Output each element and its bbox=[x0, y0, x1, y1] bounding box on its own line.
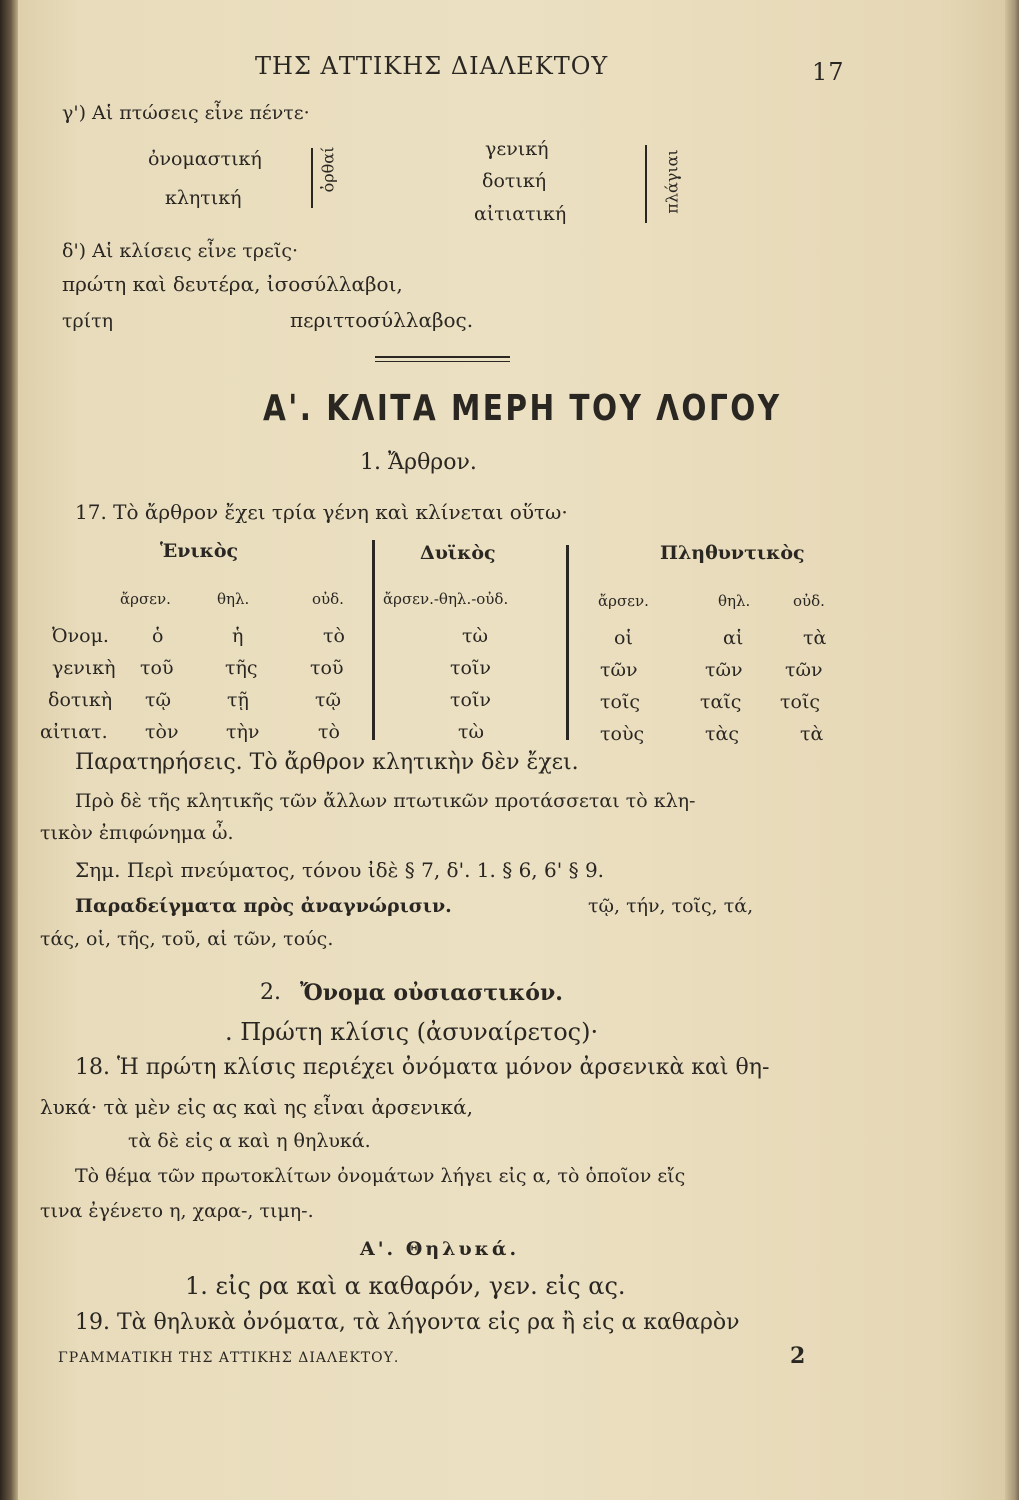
declensions-line2a: τρίτη bbox=[62, 310, 114, 332]
cell: τὰ bbox=[800, 723, 824, 745]
examples-heading: Παραδείγματα πρὸς ἀναγνώρισιν. bbox=[75, 895, 452, 917]
cell: τὼ bbox=[462, 625, 489, 647]
running-title: ΤΗΣ ΑΤΤΙΚΗΣ ΔΙΑΛΕΚΤΟΥ bbox=[255, 52, 609, 80]
remarks-line3: τικὸν ἐπιφώνημα ὦ. bbox=[40, 822, 234, 844]
case-nominative: ὀνομαστική bbox=[148, 148, 262, 170]
declensions-intro: δ') Αἱ κλίσεις εἶνε τρεῖς· bbox=[62, 240, 299, 262]
examples-line1: τῷ, τήν, τοῖς, τά, bbox=[588, 895, 754, 917]
group-plural: Πληθυντικὸς bbox=[660, 542, 805, 564]
cell: τῶν bbox=[785, 659, 823, 681]
case-accusative: αἰτιατική bbox=[474, 203, 567, 225]
cell: ταῖς bbox=[700, 691, 742, 713]
row-case: γενικὴ bbox=[52, 657, 116, 679]
remarks-line1: Παρατηρήσεις. Τὸ ἄρθρον κλητικὴν δὲν ἔχει. bbox=[75, 750, 579, 775]
cell: τοῖν bbox=[450, 689, 491, 711]
cases-intro: γ') Αἱ πτώσεις εἶνε πέντε· bbox=[62, 102, 310, 124]
cell: τὸ bbox=[323, 625, 345, 647]
group-dual: Δυϊκὸς bbox=[420, 542, 496, 564]
section-title: Α'. ΚΛΙΤΑ ΜΕΡΗ ΤΟΥ ΛΟΓΟΥ bbox=[263, 388, 782, 429]
table-divider-1 bbox=[372, 540, 375, 740]
first-declension-heading: . Πρώτη κλίσις (ἀσυναίρετος)· bbox=[225, 1018, 599, 1046]
declensions-line2b: περιττοσύλλαβος. bbox=[290, 308, 474, 332]
subhead-plur-masc: ἄρσεν. bbox=[598, 592, 649, 610]
para-18-line2: λυκά· τὰ μὲν εἰς ας καὶ ης εἶναι ἀρσενικά, bbox=[40, 1095, 474, 1119]
cell: τῆς bbox=[225, 657, 258, 679]
cell: τὼ bbox=[458, 721, 485, 743]
cell: ἡ bbox=[232, 625, 244, 647]
divider-bottom bbox=[375, 361, 510, 362]
cell: τῇ bbox=[227, 689, 249, 711]
cell: τὸ bbox=[318, 721, 340, 743]
subsection-article: 1. Ἄρθρον. bbox=[360, 450, 477, 475]
cell: τῷ bbox=[315, 689, 342, 711]
cell: τοῖν bbox=[450, 657, 491, 679]
declensions-line1: πρώτη καὶ δευτέρα, ἰσοσύλλαβοι, bbox=[62, 272, 403, 296]
para-18-line5: τινα ἐγένετο η, χαρα-, τιμη-. bbox=[40, 1200, 314, 1222]
cell: τὰ bbox=[803, 627, 827, 649]
brace-left bbox=[311, 148, 313, 208]
case-dative: δοτική bbox=[482, 170, 547, 192]
cell: τὴν bbox=[226, 721, 260, 743]
subsection-noun-title: Ὄνομα οὐσιαστικόν. bbox=[300, 980, 563, 1006]
cell: τοῖς bbox=[600, 691, 641, 713]
subsection-noun-number: 2. bbox=[260, 980, 281, 1005]
subhead-plur-fem: θηλ. bbox=[718, 592, 751, 610]
cell: τοῦ bbox=[140, 657, 174, 679]
rule-ra-alpha: 1. εἰς ρα καὶ α καθαρόν, γεν. εἰς ας. bbox=[185, 1272, 626, 1300]
cell: τοὺς bbox=[600, 723, 645, 745]
label-plagiai: πλάγιαι bbox=[662, 149, 682, 214]
remarks-line2: Πρὸ δὲ τῆς κλητικῆς τῶν ἄλλων πτωτικῶν προτάσσεται τὸ κλη- bbox=[75, 790, 696, 812]
cell: τῷ bbox=[145, 689, 172, 711]
subhead-plur-neut: οὐδ. bbox=[793, 592, 825, 610]
divider-top bbox=[375, 356, 510, 358]
subhead-dual: ἄρσεν.-θηλ.-οὐδ. bbox=[383, 590, 509, 608]
subhead-sing-masc: ἄρσεν. bbox=[120, 590, 171, 608]
cell: τῶν bbox=[600, 659, 638, 681]
cell: αἱ bbox=[723, 627, 744, 649]
table-divider-2 bbox=[566, 545, 569, 740]
case-vocative: κλητική bbox=[165, 187, 242, 209]
remarks-note: Σημ. Περὶ πνεύματος, τόνου ἰδὲ § 7, δ'. 1. § 6, 6' § 9. bbox=[75, 858, 605, 882]
examples-line2: τάς, οἱ, τῆς, τοῦ, αἱ τῶν, τούς. bbox=[40, 928, 334, 950]
subhead-sing-neut: οὐδ. bbox=[312, 590, 344, 608]
cell: τῶν bbox=[705, 659, 743, 681]
cell: τὰς bbox=[705, 723, 739, 745]
page-edge bbox=[1005, 0, 1019, 1500]
label-orthai: ὀρθαί bbox=[318, 146, 338, 193]
para-17: 17. Τὸ ἄρθρον ἔχει τρία γένη καὶ κλίνεται οὕτω· bbox=[75, 500, 568, 524]
binding-shadow bbox=[0, 0, 18, 1500]
cell: τὸν bbox=[145, 721, 179, 743]
footer-signature-mark: 2 bbox=[790, 1343, 806, 1369]
row-case: δοτικὴ bbox=[48, 689, 113, 711]
cell: τοῦ bbox=[310, 657, 344, 679]
cell: ὁ bbox=[152, 625, 164, 647]
brace-right bbox=[645, 145, 647, 223]
para-18-line3: τὰ δὲ εἰς α καὶ η θηλυκά. bbox=[128, 1130, 371, 1152]
cell: οἱ bbox=[614, 627, 633, 649]
para-19: 19. Τὰ θηλυκὰ ὀνόματα, τὰ λήγοντα εἰς ρα ἢ εἰς α καθαρὸν bbox=[75, 1310, 740, 1335]
page-number: 17 bbox=[812, 58, 845, 86]
row-case: αἰτιατ. bbox=[40, 721, 108, 743]
footer-signature: ΓΡΑΜΜΑΤΙΚΗ ΤΗΣ ΑΤΤΙΚΗΣ ΔΙΑΛΕΚΤΟΥ. bbox=[58, 1350, 400, 1366]
feminine-heading: Α'. Θηλυκά. bbox=[360, 1238, 520, 1260]
row-case: Ὀνομ. bbox=[52, 625, 109, 647]
case-genitive: γενική bbox=[485, 138, 549, 160]
subhead-sing-fem: θηλ. bbox=[217, 590, 250, 608]
group-singular: Ἑνικὸς bbox=[160, 540, 239, 562]
para-18-line1: 18. Ἡ πρώτη κλίσις περιέχει ὀνόματα μόνον ἀρσενικὰ καὶ θη- bbox=[75, 1055, 770, 1080]
cell: τοῖς bbox=[780, 691, 821, 713]
para-18-line4: Τὸ θέμα τῶν πρωτοκλίτων ὀνομάτων λήγει εἰς α, τὸ ὁποῖον εἴς bbox=[75, 1165, 686, 1187]
